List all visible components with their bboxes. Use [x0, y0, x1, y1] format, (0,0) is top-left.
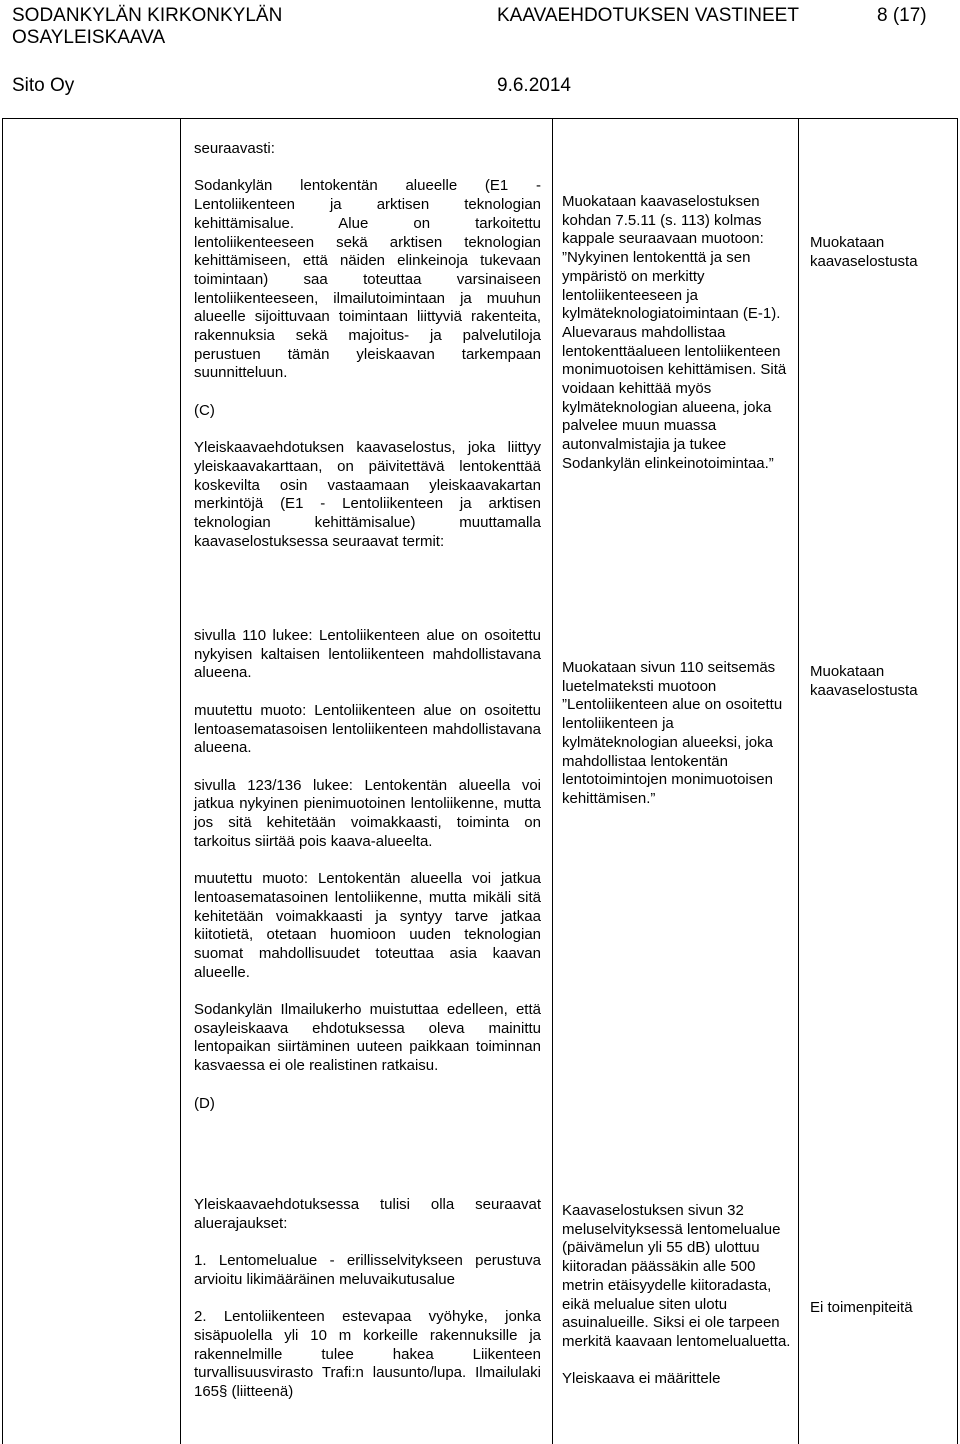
- action-text: Muokataan kaavaselostusta: [810, 663, 918, 699]
- feedback-paragraph: Sodankylän lentokentän alueelle (E1 - Lentoliikenteen ja arktisen teknologian kehittämisalue. Alue on tarkoitettu lentoliikenteeseen sekä arktisen teknologian kehittämiseen, että näiden elinkeinoja tukevaan toimintaan) saa toteuttaa varsinaiseen lentoliikenteeseen, ilmailutoimintaan ja muuhun alueelle sijoittuvaan toimintaan liittyviä rakenteita, rakennuksia sekä majoitus- ja palvelutiloja perustuen tämän yleiskaavan tarkempaan suunnitteluun.: [194, 177, 541, 382]
- header-date: 9.6.2014: [497, 75, 571, 96]
- action-cell-3: [810, 1299, 955, 1318]
- header-doc-title: KAAVAEHDOTUKSEN VASTINEET: [497, 5, 799, 26]
- action-text: Ei toimenpiteitä: [810, 1299, 913, 1316]
- feedback-paragraph: Yleiskaavaehdotuksessa tulisi olla seuraavat aluerajaukset:: [194, 1196, 541, 1232]
- section-label-c: (C): [194, 401, 215, 419]
- feedback-paragraph: 2. Lentoliikenteen estevapaa vyöhyke, jonka sisäpuolella yli 10 m korkeille rakennuksille ja rakennelmille tulee hakea Liikenteen turvallisuusvirasto Trafi:n lausunto/lupa. Ilmailulaki 165§ (liitteenä): [194, 1308, 541, 1400]
- response-cell-2: [562, 659, 791, 809]
- header-org-line1: SODANKYLÄN KIRKONKYLÄN: [12, 5, 283, 26]
- feedback-paragraph: sivulla 110 lukee: Lentoliikenteen alue on osoitettu nykyisen kaltaisen lentoliikenteen mahdollistavana alueena.: [194, 627, 541, 682]
- feedback-block-1: [194, 140, 541, 551]
- action-text: Muokataan kaavaselostusta: [810, 234, 918, 270]
- feedback-paragraph: Sodankylän Ilmailukerho muistuttaa edelleen, että osayleiskaava ehdotuksessa oleva mainittu lentopaikan siirtäminen uuteen paikkaan toiminnan kasvaessa ei ole realistinen ratkaisu.: [194, 1001, 541, 1075]
- feedback-block-3: [194, 1196, 541, 1402]
- header-org-line2: OSAYLEISKAAVA: [12, 27, 166, 48]
- feedback-paragraph: 1. Lentomelualue - erillisselvitykseen perustuva arvioitu likimääräinen meluvaikutusalue: [194, 1252, 541, 1288]
- response-cell-3: [562, 1202, 791, 1389]
- response-text: Yleiskaava ei määrittele: [562, 1370, 721, 1388]
- header-page-number: 8 (17): [877, 5, 927, 26]
- response-text: Muokataan kaavaselostuksen kohdan 7.5.11 (s. 113) kolmas kappale seuraavaan muotoon: ”Nykyinen lentokenttä ja sen ympäristö on merkitty lentoliikenteeseen ja kylmäteknologiatoimintaan (E-1). Aluevaraus mahdollistaa lentokenttäalueen lentoliikenteen monimuotoisen kehittämisen. Sitä voidaan kehittää myös kylmäteknologian alueena, joka palvelee muun muassa autonvalmistajia ja tukee Sodankylän elinkeinotoimintaa.”: [562, 193, 787, 472]
- feedback-paragraph: Yleiskaavaehdotuksen kaavaselostus, joka liittyy yleiskaavakarttaan, on päivitettävä lentokenttää koskevilta osin vastaamaan yleiskaavakartan merkintöjä (E1 - Lentoliikenteen ja arktisen teknologian kehittämisalue) muuttamalla kaavaselostuksessa seuraavat termit:: [194, 439, 541, 550]
- response-text: Muokataan sivun 110 seitsemäs luetelmateksti muotoon ”Lentoliikenteen alue on osoitettu lentoliikenteen ja kylmäteknologian alueeksi, joka mahdollistaa lentokentän lentotoimintojen monimuotoisen kehittämisen.”: [562, 659, 783, 807]
- column-divider: [180, 119, 181, 1444]
- section-label-d: (D): [194, 1094, 215, 1112]
- column-divider: [798, 119, 799, 1444]
- feedback-paragraph: muutettu muoto: Lentoliikenteen alue on osoitettu lentoasematasoisen lentoliikenteen mahdollistavana alueena.: [194, 701, 541, 757]
- feedback-paragraph: seuraavasti:: [194, 140, 275, 157]
- feedback-paragraph: sivulla 123/136 lukee: Lentokentän alueella voi jatkua nykyinen pienimuotoinen lentoliikenne, mutta jos sitä kehitetään voimakkaasti, toiminta on tarkoitus siirtää pois kaava-alueelta.: [194, 776, 541, 850]
- action-cell-1: [810, 234, 955, 271]
- column-divider: [552, 119, 553, 1444]
- feedback-paragraph: muutettu muoto: Lentokentän alueella voi jatkua lentoasematasoinen lentoliikenne, mutta mikäli sitä kehitetään voimakkaasti ja syntyy tarve jatkaa kiitotietä, otetaan huomioon uuden teknologian suomat mahdollisuudet toteuttaa asia kaavan alueelle.: [194, 870, 541, 981]
- action-cell-2: [810, 663, 955, 700]
- response-cell-1: [562, 193, 791, 474]
- feedback-block-2: [194, 627, 541, 1113]
- header-company: Sito Oy: [12, 75, 75, 96]
- response-text: Kaavaselostuksen sivun 32 meluselvityksessä lentomelualue (päivämelun yli 55 dB) ulottuu kiitoradan päässäkin alle 500 metrin etäisyydelle kiitoradasta, eikä melualue siten ulotu asuinalueille. Siksi ei ole tarpeen merkitä kaavaan lentomelualuetta.: [562, 1202, 791, 1350]
